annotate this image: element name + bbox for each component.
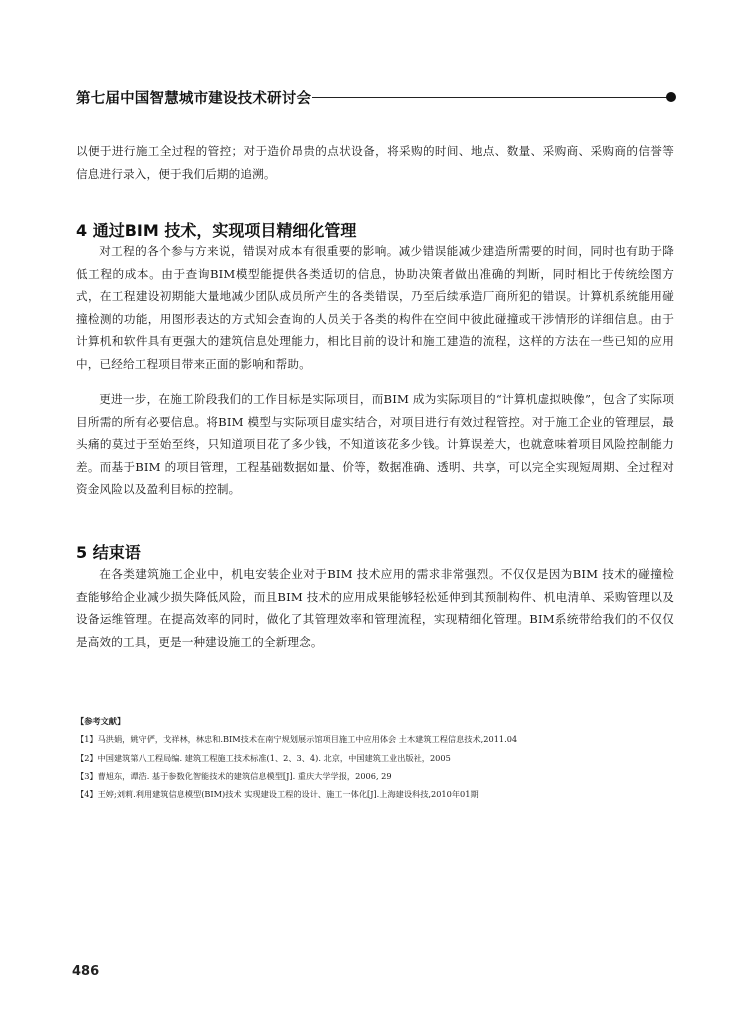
running-header — [76, 84, 676, 108]
reference-item: 【2】中国建筑第八工程局编. 建筑工程施工技术标准(1、2、3、4). 北京，中国建筑工业出版社，2005 — [76, 752, 451, 763]
reference-item: 【1】马洪娟，姚守俨，戈祥林，林忠和.BIM技术在南宁规划展示馆项目施工中应用体会 土木建筑工程信息技术,2011.04 — [76, 734, 518, 745]
conference-title: 第七届中国智慧城市建设技术研讨会 — [76, 91, 312, 107]
references-heading: 【参考文献】 — [76, 716, 126, 726]
references — [76, 712, 676, 803]
section-4-paragraph-1: 对工程的各个参与方来说，错误对成本有很重要的影响。减少错误能减少建造所需要的时间，同时也有助于降低工程的成本。由于查询BIM模型能提供各类适切的信息，协助决策者做出准确的判断，同时相比于传统绘图方式，在工程建设初期能大量地减少团队成员所产生的各类错误，乃至后续承造厂商所犯的错误。计算机系统能用碰撞检测的功能，用图形表达的方式知会查询的人员关于各类的构件在空间中彼此碰撞或干涉情形的详细信息。由于计算机和软件具有更强大的建筑信息处理能力，相比目前的设计和施工建造的流程，这样的方法在一些已知的应用中，已经给工程项目带来正面的影响和帮助。 — [76, 244, 674, 371]
section-4-paragraph-2: 更进一步，在施工阶段我们的工作目标是实际项目，而BIM 成为实际项目的“计算机虚拟映像”，包含了实际项目所需的所有必要信息。将BIM 模型与实际项目虚实结合，对项目进行有效过程管控。对于施工企业的管理层，最头痛的莫过于至始至终，只知道项目花了多少钱，不知道该花多少钱。计算误差大，也就意味着项目风险控制能力差。而基于BIM 的项目管理，工程基础数据如量、价等，数据准确、透明、共享，可以完全实现短周期、全过程对资金风险以及盈利目标的控制。 — [76, 392, 674, 496]
reference-item: 【4】王婷;刘莉.利用建筑信息模型(BIM)技术 实现建设工程的设计、施工一体化[J].上海建设科技,2010年01期 — [76, 789, 479, 800]
reference-item: 【3】曹旭东，谭浩. 基于参数化智能技术的建筑信息模型[J]. 重庆大学学报，2006, 29 — [76, 770, 392, 781]
section-5-paragraph-1: 在各类建筑施工企业中，机电安装企业对于BIM 技术应用的需求非常强烈。不仅仅是因为BIM 技术的碰撞检查能够给企业减少损失降低风险，而且BIM 技术的应用成果能够轻松延伸到其预制构件、机电清单、采购管理以及设备运维管理。在提高效率的同时，做化了其管理效率和管理流程，实现精细化管理。BIM系统带给我们的不仅仅是高效的工具，更是一种建设施工的全新理念。 — [76, 567, 674, 649]
section-5-title: 5 结束语 — [76, 543, 141, 562]
header-dot-icon — [666, 92, 676, 102]
intro-paragraph: 以便于进行施工全过程的管控；对于造价昂贵的点状设备，将采购的时间、地点、数量、采购商、采购商的信誉等信息进行录入，便于我们后期的追溯。 — [76, 144, 674, 181]
section-4-title: 4 通过BIM 技术，实现项目精细化管理 — [76, 221, 357, 240]
page-number: 486 — [72, 964, 100, 979]
header-rule — [312, 97, 668, 98]
